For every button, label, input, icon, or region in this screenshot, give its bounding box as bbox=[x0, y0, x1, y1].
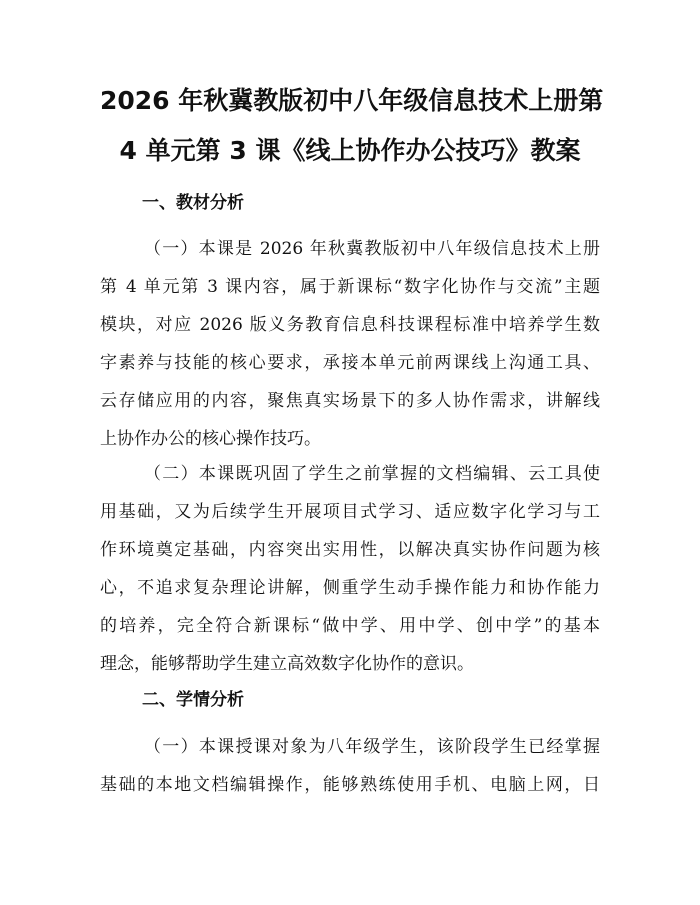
paragraph-learner-analysis-1 bbox=[100, 728, 600, 804]
paragraph-line: 的培养，完全符合新课标“做中学、用中学、创中学”的基本 bbox=[100, 616, 600, 636]
paragraph-line: 用基础，又为后续学生开展项目式学习、适应数字化学习与工 bbox=[100, 502, 600, 522]
paragraph-line: （一）本课是 2026 年秋冀教版初中八年级信息技术上册 bbox=[144, 239, 600, 259]
paragraph-line: （一）本课授课对象为八年级学生，该阶段学生已经掌握 bbox=[144, 737, 600, 757]
paragraph-line: 云存储应用的内容，聚焦真实场景下的多人协作需求，讲解线 bbox=[100, 391, 600, 411]
section-heading-textbook-analysis: 一、教材分析 bbox=[142, 193, 244, 213]
paragraph-line: 理念，能够帮助学生建立高效数字化协作的意识。 bbox=[100, 654, 474, 674]
document-title-line-2: 4 单元第 3 课《线上协作办公技巧》教案 bbox=[119, 136, 581, 165]
paragraph-line: 模块，对应 2026 版义务教育信息科技课程标准中培养学生数 bbox=[100, 315, 600, 335]
paragraph-line: （二）本课既巩固了学生之前掌握的文档编辑、云工具使 bbox=[144, 464, 600, 484]
paragraph-textbook-analysis-1 bbox=[100, 230, 600, 458]
paragraph-textbook-analysis-2 bbox=[100, 455, 600, 683]
paragraph-line: 心，不追求复杂理论讲解，侧重学生动手操作能力和协作能力 bbox=[100, 578, 600, 598]
paragraph-line: 字素养与技能的核心要求，承接本单元前两课线上沟通工具、 bbox=[100, 353, 600, 373]
paragraph-line: 作环境奠定基础，内容突出实用性，以解决真实协作问题为核 bbox=[100, 540, 600, 560]
paragraph-line: 基础的本地文档编辑操作，能够熟练使用手机、电脑上网，日 bbox=[100, 775, 600, 795]
paragraph-line: 第 4 单元第 3 课内容，属于新课标“数字化协作与交流”主题 bbox=[100, 277, 600, 297]
paragraph-line: 上协作办公的核心操作技巧。 bbox=[100, 429, 321, 449]
document-title-line-1: 2026 年秋冀教版初中八年级信息技术上册第 bbox=[100, 86, 604, 115]
section-heading-learner-analysis: 二、学情分析 bbox=[142, 690, 244, 710]
